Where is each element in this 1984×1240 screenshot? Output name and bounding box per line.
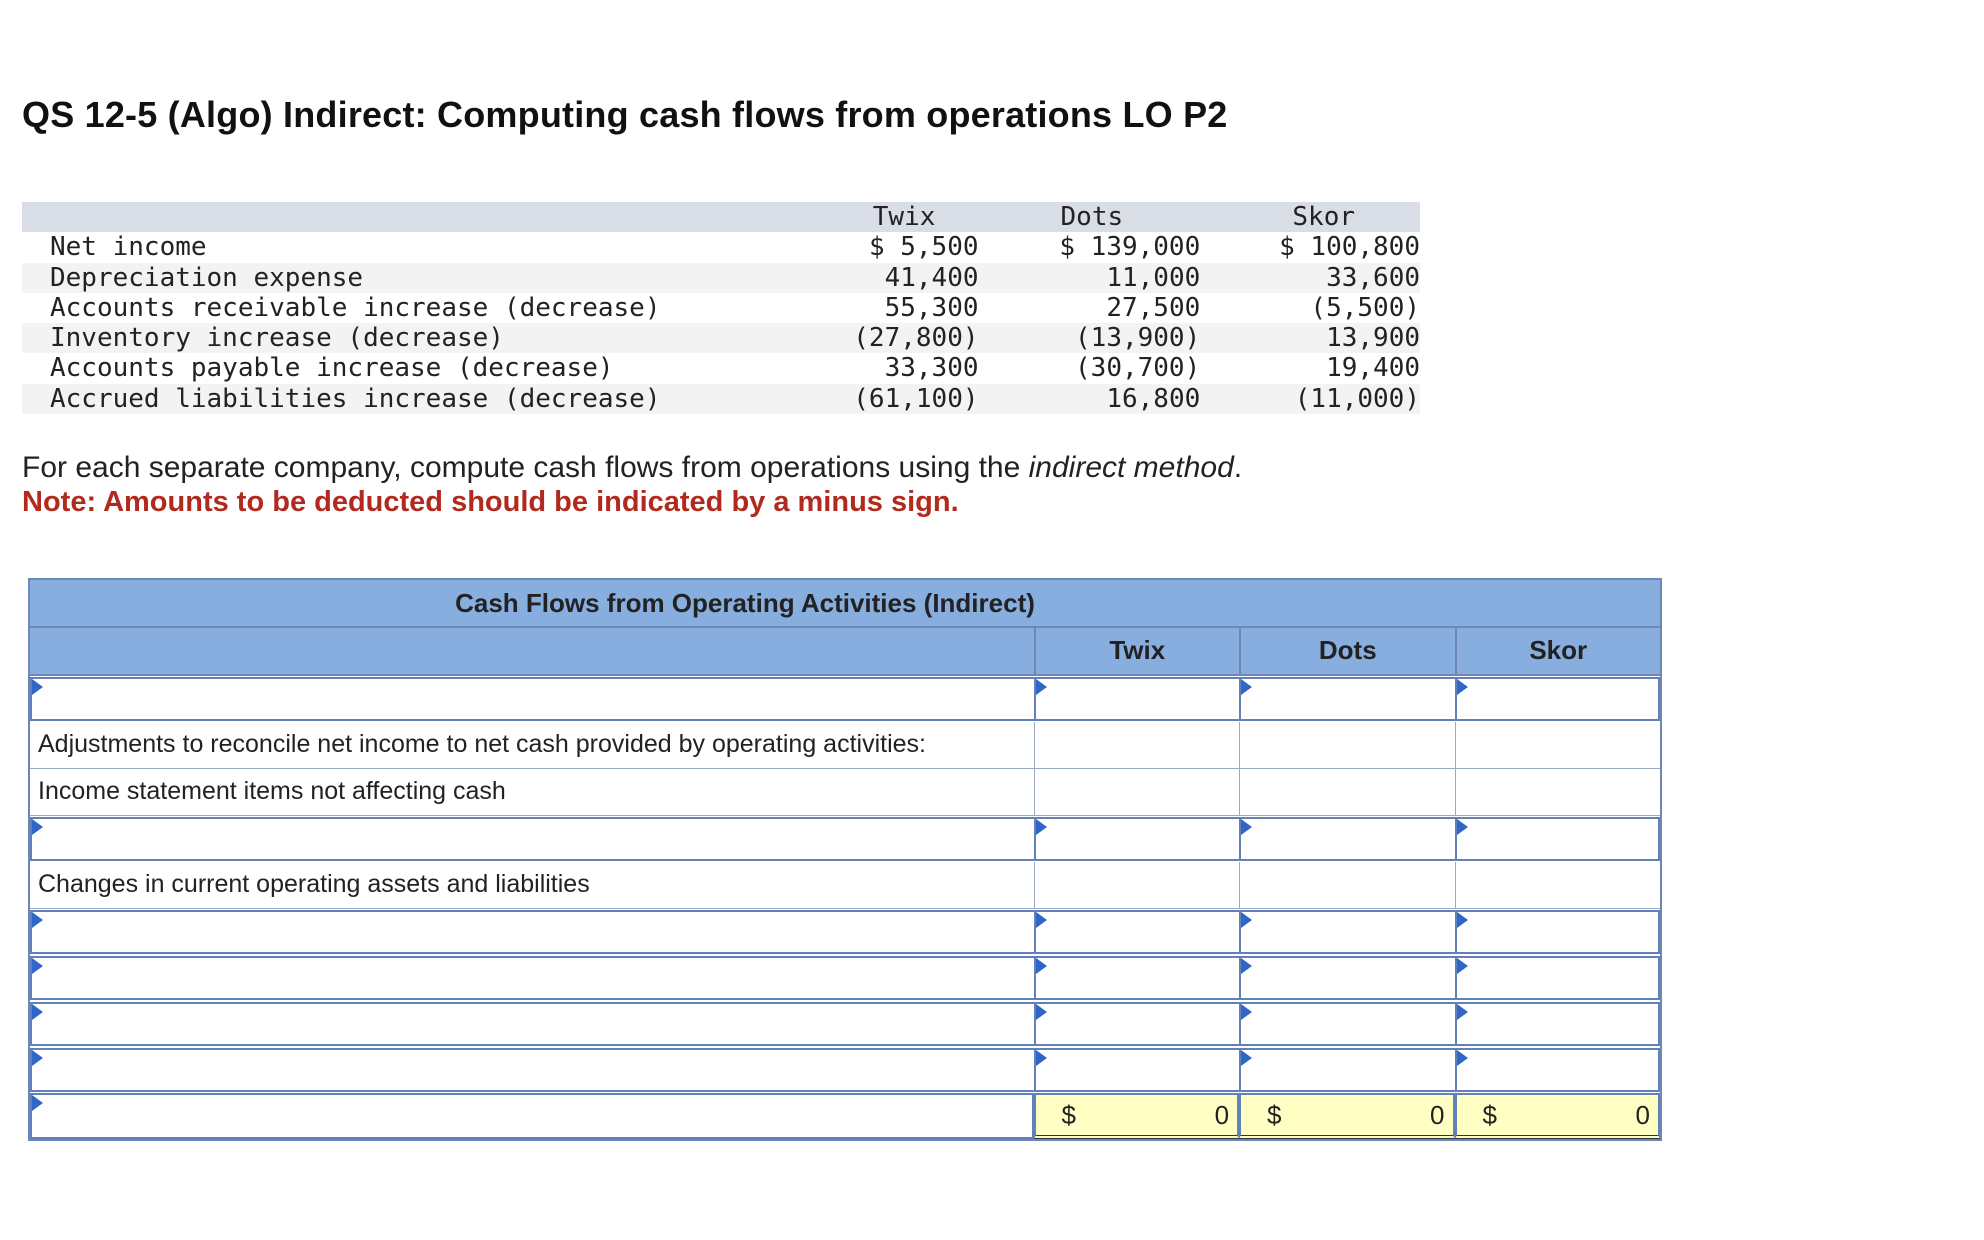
instructions: For each separate company, compute cash flows from operations using the indirect method.: [22, 451, 1243, 484]
skor-amount-input[interactable]: [1457, 912, 1659, 952]
dropdown-marker-icon: [1457, 912, 1468, 928]
given-row-accounts-payable: Accounts payable increase (decrease) 33,300 (30,700) 19,400: [50, 353, 1420, 384]
dropdown-marker-icon: [32, 819, 43, 835]
twix-amount-input[interactable]: [1036, 1004, 1240, 1044]
row-label-select[interactable]: [40, 958, 1034, 998]
given-data-table: [22, 202, 1420, 414]
given-row-depreciation: Depreciation expense 41,400 11,000 33,600: [22, 263, 1420, 293]
dropdown-marker-icon: [1457, 1004, 1468, 1020]
given-header-row: [22, 202, 1420, 232]
given-col-skor: Skor: [1292, 202, 1356, 232]
dots-amount-input[interactable]: [1241, 1050, 1454, 1090]
dropdown-marker-icon: [1241, 958, 1252, 974]
twix-amount-input[interactable]: [1036, 819, 1240, 859]
worksheet-row-adjustments: Adjustments to reconcile net income to net cash provided by operating activities:: [30, 722, 1660, 769]
dots-amount-input[interactable]: [1241, 819, 1454, 859]
worksheet-col-twix: Twix: [1034, 628, 1240, 674]
worksheet-row-noncash-item: [30, 816, 1660, 862]
dropdown-marker-icon: [1241, 1050, 1252, 1066]
twix-amount-input[interactable]: [1036, 958, 1240, 998]
dots-amount-input[interactable]: [1241, 958, 1454, 998]
row-label-select[interactable]: [40, 1004, 1034, 1044]
dropdown-marker-icon: [32, 1095, 43, 1111]
total-skor: $ 0: [1455, 1093, 1661, 1139]
dropdown-marker-icon: [1036, 958, 1047, 974]
worksheet-col-dots: Dots: [1239, 628, 1454, 674]
row-label-select[interactable]: [40, 912, 1034, 952]
skor-amount-input[interactable]: [1457, 1004, 1659, 1044]
dropdown-marker-icon: [1036, 912, 1047, 928]
dropdown-marker-icon: [32, 1050, 43, 1066]
worksheet-column-header: [30, 628, 1660, 676]
dropdown-marker-icon: [1241, 912, 1252, 928]
dropdown-marker-icon: [1457, 958, 1468, 974]
dropdown-marker-icon: [1036, 819, 1047, 835]
twix-amount-input[interactable]: [1036, 912, 1240, 952]
dropdown-marker-icon: [1457, 819, 1468, 835]
dropdown-marker-icon: [1241, 819, 1252, 835]
worksheet-row-changes-heading: Changes in current operating assets and liabilities: [30, 862, 1660, 909]
row-label-select[interactable]: [40, 679, 1034, 719]
skor-amount-input[interactable]: [1457, 1050, 1659, 1090]
worksheet-row-change-item: [30, 1001, 1660, 1047]
total-dots: $ 0: [1239, 1093, 1454, 1139]
instructions-note: Note: Amounts to be deducted should be indicated by a minus sign.: [22, 486, 959, 518]
dropdown-marker-icon: [1241, 1004, 1252, 1020]
worksheet-row-net-income: [30, 676, 1660, 722]
given-row-accrued-liabilities: Accrued liabilities increase (decrease) (61,100) 16,800 (11,000): [22, 384, 1420, 414]
worksheet-row-change-item: [30, 1047, 1660, 1093]
dropdown-marker-icon: [1457, 1050, 1468, 1066]
twix-amount-input[interactable]: [1036, 679, 1240, 719]
total-twix: $ 0: [1034, 1093, 1240, 1139]
dropdown-marker-icon: [32, 1004, 43, 1020]
worksheet-col-skor: Skor: [1455, 628, 1661, 674]
dropdown-marker-icon: [1036, 1004, 1047, 1020]
dropdown-marker-icon: [32, 912, 43, 928]
given-row-net-income: Net income $ 5,500 $ 139,000 $ 100,800: [50, 232, 1420, 263]
total-label-select[interactable]: [40, 1095, 1032, 1137]
twix-amount-input[interactable]: [1036, 1050, 1240, 1090]
given-col-dots: Dots: [1060, 202, 1124, 232]
dropdown-marker-icon: [1457, 679, 1468, 695]
worksheet-title: Cash Flows from Operating Activities (Indirect): [30, 580, 1660, 628]
given-col-twix: Twix: [872, 202, 936, 232]
dropdown-marker-icon: [32, 679, 43, 695]
worksheet-row-change-item: [30, 955, 1660, 1001]
dropdown-marker-icon: [1036, 1050, 1047, 1066]
cash-flow-worksheet: [28, 578, 1662, 1141]
row-label-select[interactable]: [40, 819, 1034, 859]
worksheet-row-noncash-heading: Income statement items not affecting cash: [30, 769, 1660, 816]
dropdown-marker-icon: [32, 958, 43, 974]
given-row-accounts-receivable: Accounts receivable increase (decrease) 55,300 27,500 (5,500): [50, 292, 1420, 323]
dots-amount-input[interactable]: [1241, 679, 1454, 719]
skor-amount-input[interactable]: [1457, 679, 1659, 719]
dots-amount-input[interactable]: [1241, 1004, 1454, 1044]
worksheet-row-change-item: [30, 909, 1660, 955]
skor-amount-input[interactable]: [1457, 958, 1659, 998]
dots-amount-input[interactable]: [1241, 912, 1454, 952]
page-title: QS 12-5 (Algo) Indirect: Computing cash flows from operations LO P2: [22, 94, 1228, 135]
instructions-emphasis: indirect method: [1028, 451, 1234, 484]
dropdown-marker-icon: [1241, 679, 1252, 695]
worksheet-row-total: [30, 1093, 1660, 1139]
skor-amount-input[interactable]: [1457, 819, 1659, 859]
row-label-select[interactable]: [40, 1050, 1034, 1090]
given-row-inventory: Inventory increase (decrease) (27,800) (13,900) 13,900: [22, 323, 1420, 353]
dropdown-marker-icon: [1036, 679, 1047, 695]
